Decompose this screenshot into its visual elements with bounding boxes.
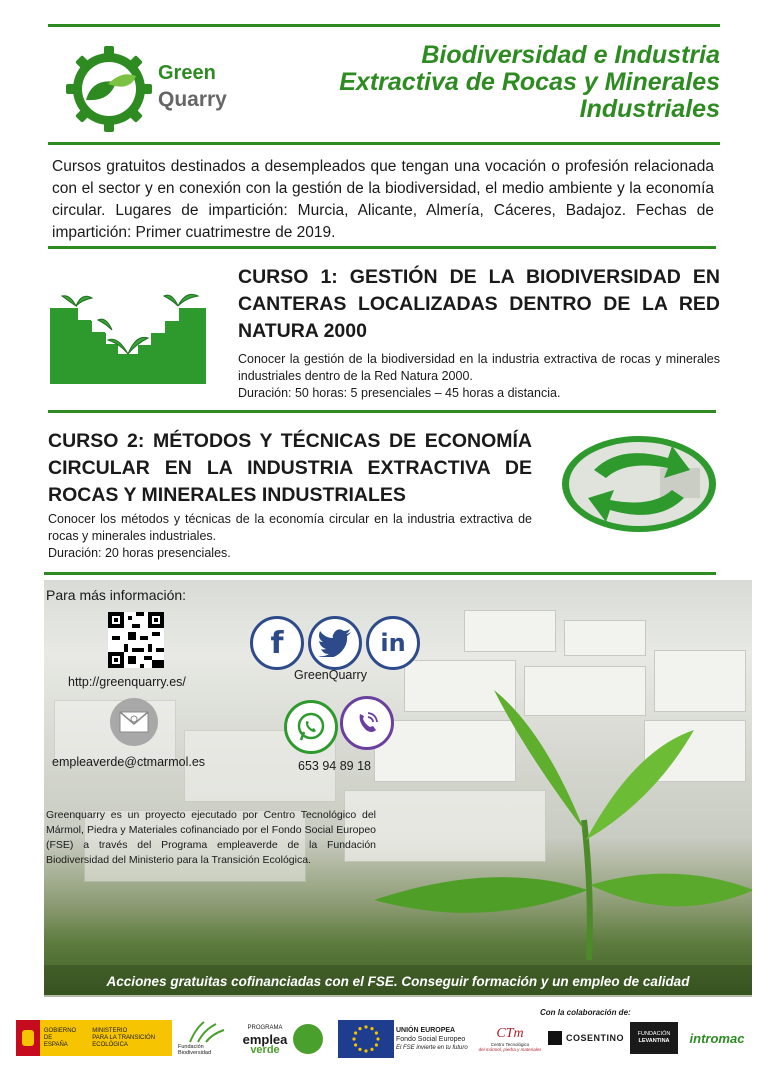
- fundacion-biodiversidad-logo: Fundación Biodiversidad: [178, 1018, 234, 1058]
- coat-of-arms-icon: [16, 1020, 40, 1056]
- viber-icon[interactable]: [340, 696, 394, 750]
- logo-text-quarry: Quarry: [158, 88, 227, 111]
- website-link[interactable]: http://greenquarry.es/: [68, 675, 186, 689]
- quarry-plants-illustration: [48, 290, 208, 386]
- course-1-duration: Duración: 50 horas: 5 presenciales – 45 horas a distancia.: [238, 386, 561, 400]
- gear-leaf-icon: [64, 44, 154, 134]
- facebook-icon[interactable]: f: [250, 616, 304, 670]
- course-1-divider: [48, 410, 716, 413]
- cosentino-logo: COSENTINO: [546, 1028, 626, 1048]
- linkedin-icon[interactable]: in: [366, 616, 420, 670]
- title-line-3: Industriales: [579, 95, 720, 123]
- page-title: [260, 42, 720, 123]
- qr-code-icon: [108, 612, 164, 668]
- cosentino-square-icon: [548, 1031, 562, 1045]
- project-description: Greenquarry es un proyecto ejecutado por Centro Tecnológico del Mármol, Piedra y Materiales cofinanciado por el Fondo Social Europeo (FSE) a través del Programa empleaverde de la Fundación Biodiversidad del Ministerio para la Transición Ecológica.: [46, 809, 376, 866]
- fundacion-levantina-logo: FUNDACIÓN LEVANTINA: [630, 1022, 678, 1054]
- email-link[interactable]: empleaverde@ctmarmol.es: [52, 755, 206, 769]
- twitter-icon[interactable]: [308, 616, 362, 670]
- recycle-icon: [560, 434, 718, 534]
- intro-paragraph: Cursos gratuitos destinados a desempleados que tengan una vocación o profesión relacionada con el sector y en conexión con la gestión de la biodiversidad, el medio ambiente y la economía circular. Lugares de impartición: Murcia, Alicante, Almería, Cáceres, Badajoz. Fechas de impartición: Primer cuatrimestre de 2019.: [52, 158, 714, 241]
- gobierno-logo: GOBIERNO DE ESPAÑA MINISTERIO PARA LA TRANSICIÓN ECOLÓGICA: [16, 1020, 172, 1056]
- collaboration-label: Con la colaboración de:: [540, 1008, 631, 1017]
- course-1-description: Conocer la gestión de la biodiversidad en la industria extractiva de rocas y minerales industriales dentro de la Red Natura 2000.: [238, 352, 720, 383]
- tagline-text: Acciones gratuitas cofinanciadas con el FSE. Conseguir formación y un empleo de calidad: [106, 973, 690, 989]
- ctm-logo: CTm Centro Tecnológico del mármol, piedra y materiales: [478, 1026, 542, 1052]
- greenquarry-logo: [64, 44, 239, 134]
- sprout-plant-icon: [374, 690, 752, 960]
- empleaverde-logo: PROGRAMA emplea verde: [240, 1018, 326, 1060]
- logo-text-green: Green: [158, 62, 216, 84]
- course-2: [48, 428, 532, 562]
- whatsapp-icon[interactable]: [284, 700, 338, 754]
- course-2-duration: Duración: 20 horas presenciales.: [48, 546, 231, 560]
- course-1: [238, 264, 720, 402]
- course-2-description: Conocer los métodos y técnicas de la economía circular en la industria extractiva de rocas y minerales industriales.: [48, 512, 532, 543]
- top-divider: [48, 24, 720, 27]
- course-1-title: CURSO 1: GESTIÓN DE LA BIODIVERSIDAD EN CANTERAS LOCALIZADAS DENTRO DE LA RED NATURA 2000: [238, 266, 720, 342]
- course-2-divider: [44, 572, 716, 575]
- intro-divider: [48, 246, 716, 249]
- social-handle: GreenQuarry: [294, 668, 367, 682]
- tagline-banner: [44, 965, 752, 997]
- info-heading: Para más información:: [46, 587, 187, 603]
- title-line-2: Extractiva de Rocas y Minerales: [339, 68, 720, 96]
- ue-text: UNIÓN EUROPEA Fondo Social Europeo El FSE invierte en tu futuro: [396, 1027, 468, 1051]
- course-2-title: CURSO 2: MÉTODOS Y TÉCNICAS DE ECONOMÍA CIRCULAR EN LA INDUSTRIA EXTRACTIVA DE ROCAS Y MINERALES INDUSTRIALES: [48, 430, 532, 506]
- email-icon[interactable]: [110, 698, 158, 746]
- header-divider: [48, 142, 720, 145]
- grass-icon: [186, 1020, 226, 1044]
- qr-code[interactable]: [108, 612, 164, 668]
- intromac-logo: intromac: [689, 1030, 745, 1046]
- phone-number[interactable]: 653 94 89 18: [298, 759, 371, 773]
- eu-flag-icon: [338, 1020, 394, 1058]
- leaf-circle-icon: [293, 1024, 323, 1054]
- title-line-1: Biodiversidad e Industria: [421, 41, 720, 69]
